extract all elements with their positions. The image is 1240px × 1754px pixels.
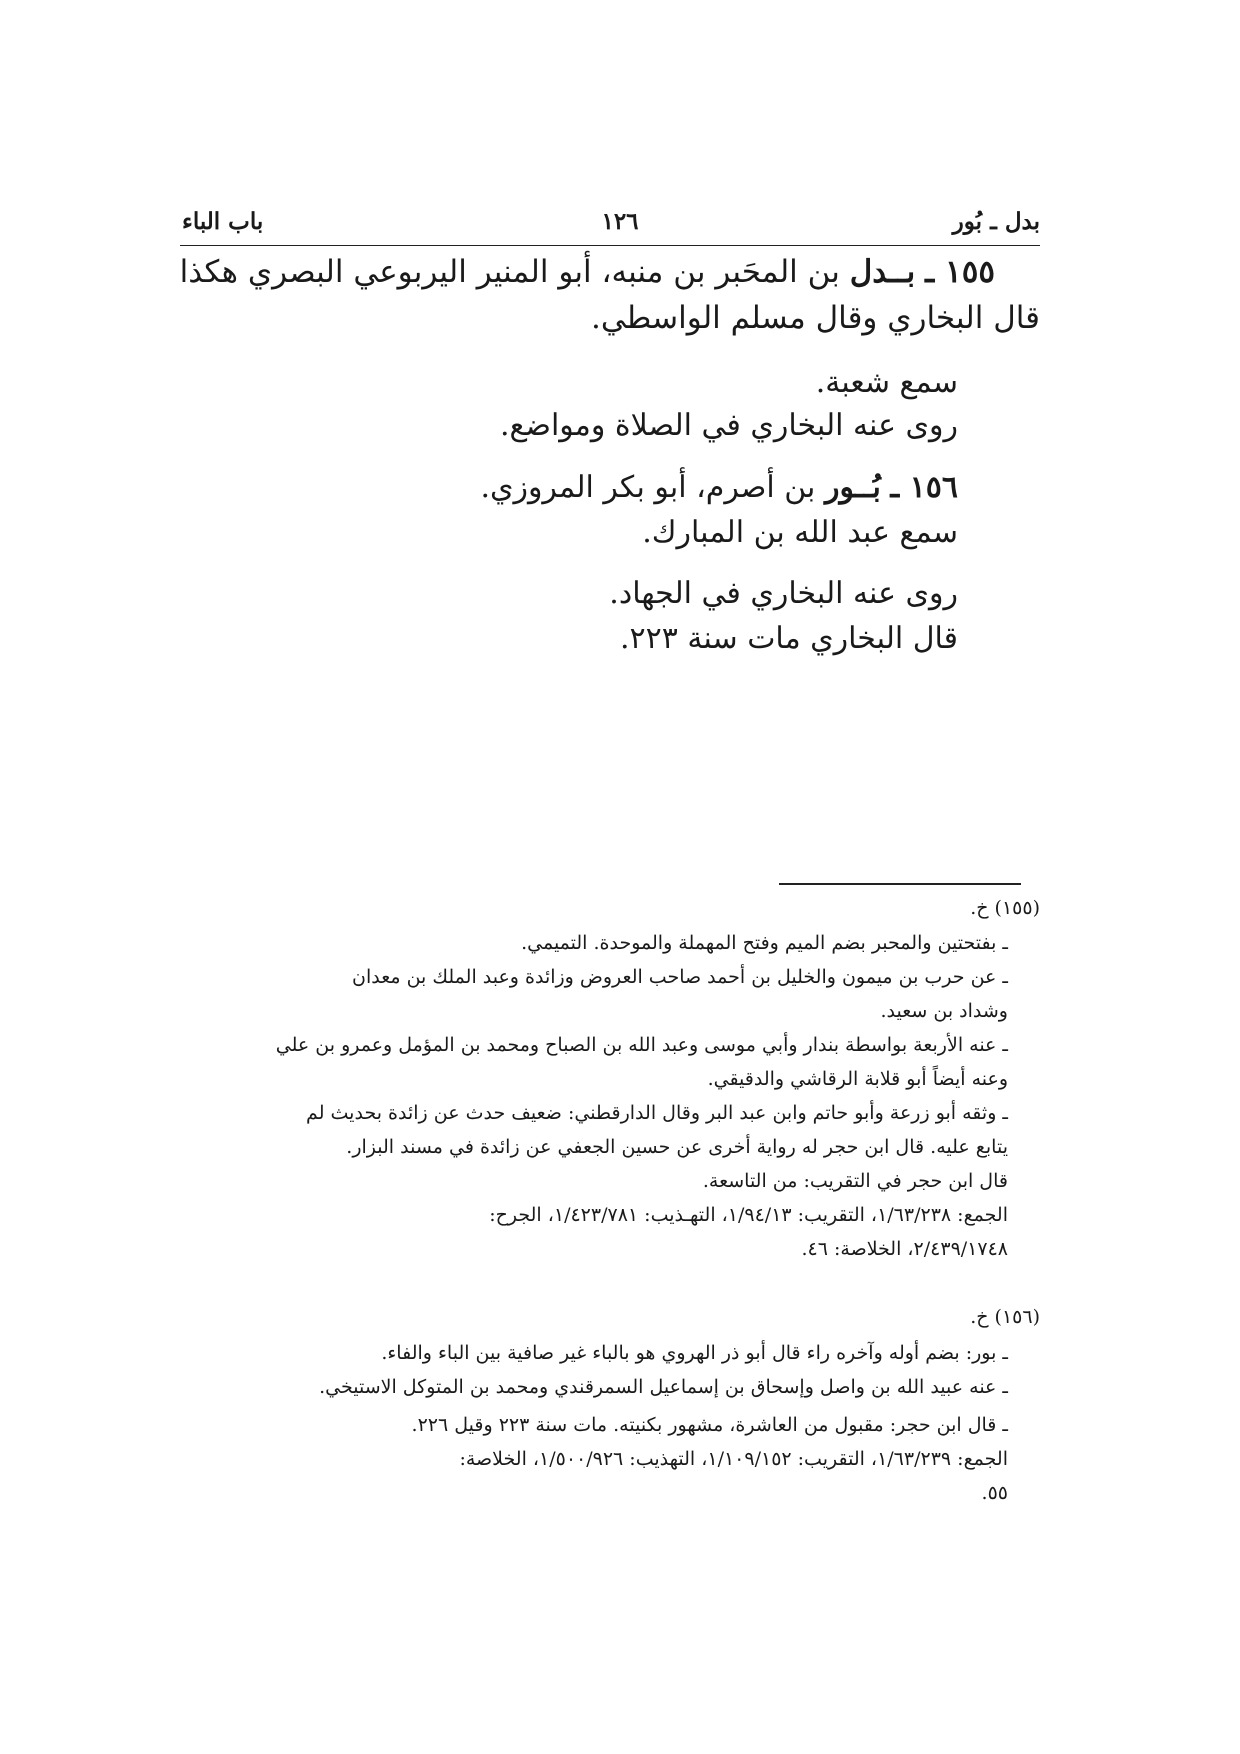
footnote-155-head: (١٥٥) خ. xyxy=(970,897,1040,919)
footnote-155-line: الجمع: ١/٦٣/٢٣٨، التقريب: ١/٩٤/١٣، التهـذيب: ١/٤٢٣/٧٨١، الجرح: xyxy=(489,1204,1008,1226)
footnote-156-line: ـ قال ابن حجر: مقبول من العاشرة، مشهور بكنيته. مات سنة ٢٢٣ وقيل ٢٢٦. xyxy=(411,1414,1008,1436)
footnote-156-line: ـ بور: بضم أوله وآخره راء قال أبو ذر الهروي هو بالباء غير صافية بين الباء والفاء. xyxy=(381,1342,1008,1364)
entry-155-line-1 xyxy=(180,251,995,293)
entry-number: ١٥٥ ـ xyxy=(925,254,995,290)
entry-156-sub-2: روى عنه البخاري في الجهاد. xyxy=(609,576,958,611)
entry-text: بن أصرم، أبو بكر المروزي. xyxy=(480,470,816,505)
entry-number: ١٥٦ ـ xyxy=(890,470,958,505)
entry-156-line-1 xyxy=(480,467,958,509)
footnote-155-line: قال ابن حجر في التقريب: من التاسعة. xyxy=(702,1170,1008,1192)
footnote-155-line: ٢/٤٣٩/١٧٤٨، الخلاصة: ٤٦. xyxy=(801,1238,1008,1260)
footnote-156-head: (١٥٦) خ. xyxy=(970,1306,1040,1328)
footnote-156-line: ٥٥. xyxy=(981,1482,1008,1504)
entry-155-sub-1: سمع شعبة. xyxy=(815,365,958,400)
footnote-155-line: ـ بفتحتين والمحبر بضم الميم وفتح المهملة والموحدة. التميمي. xyxy=(521,932,1008,954)
entry-155-sub-2: روى عنه البخاري في الصلاة ومواضع. xyxy=(500,408,958,443)
entry-name: بُــور xyxy=(824,470,881,505)
footnote-156-line: ـ عنه عبيد الله بن واصل وإسحاق بن إسماعيل السمرقندي ومحمد بن المتوكل الاستيخي. xyxy=(319,1376,1008,1398)
footnote-156-line: الجمع: ١/٦٣/٢٣٩، التقريب: ١/١٠٩/١٥٢، التهذيب: ١/٥٠٠/٩٢٦، الخلاصة: xyxy=(459,1448,1008,1470)
footnote-155-line: ـ عنه الأربعة بواسطة بندار وأبي موسى وعبد الله بن الصباح ومحمد بن المؤمل وعمرو بن علي xyxy=(275,1034,1008,1056)
footnote-separator xyxy=(779,883,1021,885)
entry-name: بــدل xyxy=(849,254,916,290)
running-header-left: باب الباء xyxy=(182,208,264,235)
footnote-155-line: ـ وثقه أبو زرعة وأبو حاتم وابن عبد البر وقال الدارقطني: ضعيف حدث عن زائدة بحديث لم xyxy=(306,1102,1008,1124)
entry-text: بن المحَبر بن منبه، أبو المنير اليربوعي البصري هكذا xyxy=(179,254,840,290)
entry-155-line-2: قال البخاري وقال مسلم الواسطي. xyxy=(590,300,1040,336)
running-header-right: بدل ـ بُور xyxy=(952,208,1040,235)
footnote-155-line: ـ عن حرب بن ميمون والخليل بن أحمد صاحب العروض وزائدة وعبد الملك بن معدان xyxy=(351,966,1008,988)
header-rule xyxy=(180,245,1040,246)
footnote-155-line: وعنه أيضاً أبو قلابة الرقاشي والدقيقي. xyxy=(707,1068,1008,1090)
entry-156-sub-3: قال البخاري مات سنة ٢٢٣. xyxy=(619,621,958,656)
footnote-155-line: يتابع عليه. قال ابن حجر له رواية أخرى عن حسين الجعفي عن زائدة في مسند البزار. xyxy=(346,1136,1008,1158)
page-number: ١٢٦ xyxy=(601,208,639,235)
entry-156-sub-1: سمع عبد الله بن المبارك. xyxy=(642,515,958,550)
footnote-155-line: وشداد بن سعيد. xyxy=(880,1000,1008,1022)
